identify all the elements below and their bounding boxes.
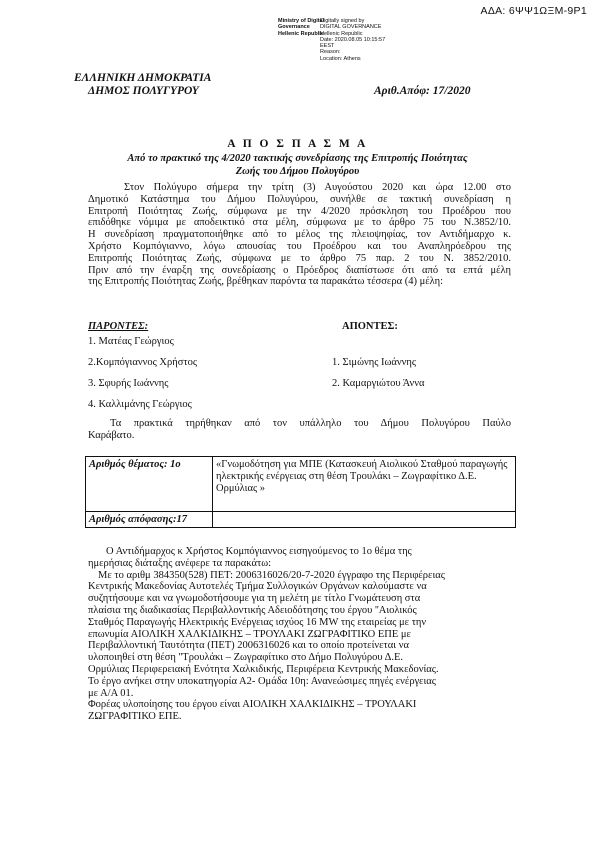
decision-text: [213, 512, 516, 528]
discussion-line: με Α/Α 01.: [88, 687, 134, 699]
intro-line: επιδόθηκε νόμιμα με αποδεικτικό στα μέλη, σύμφωνα με το άρθρο 75 του Ν.3852/10.: [88, 217, 511, 229]
absent-member: 2. Καμαργιώτου Άννα: [332, 378, 425, 389]
decision-number: Αριθ.Απόφ: 17/2020: [374, 85, 471, 97]
discussion-line: Το έργο ανήκει στην υποκατηγορία Α2- Ομάδα 10η: Ανανεώσιμες πηγές ενέργειας: [88, 675, 436, 687]
present-member: 1. Ματέας Γεώργιος: [88, 336, 174, 347]
signature-line: Digitally signed by: [320, 18, 365, 24]
discussion-line: πλαίσια της διαδικασίας Περιβαλλοντικής Αδειοδότησης του έργου ''Αιολικός: [88, 604, 417, 616]
absent-member: 1. Σιμώνης Ιωάννης: [332, 357, 417, 368]
intro-line: Επιτροπής Ποιότητας Ζωής, σύμφωνα με το άρθρο 75 παρ. 2 του Ν. 3852/2010.: [88, 252, 511, 264]
discussion-line: επωνυμία ΑΙΟΛΙΚΗ ΧΑΛΚΙΔΙΚΗΣ – ΤΡΟΥΛΑΚΙ ΖΩΓΡΑΦΙΤΙΚΟ ΕΠΕ με: [88, 628, 411, 640]
signature-line: Hellenic Republic: [320, 30, 363, 37]
discussion-line: Ο Αντιδήμαρχος κ Χρήστος Κομπόγιαννος εισηγούμενος το 1ο θέμα της: [106, 546, 412, 557]
issuer-line: Ministry of Digital: [278, 18, 325, 24]
decision-row: [86, 512, 516, 528]
topic-text: «Γνωμοδότηση για ΜΠΕ (Κατασκευή Αιολικού Σταθμού παραγωγής ηλεκτρικής ενέργειας στη θέση Τρουλάκι – Ζωγραφίτικο Δ.Ε. Ορμύλιας »: [213, 457, 516, 512]
issuer-line: Governance: [278, 24, 310, 31]
signature-line: EEST: [320, 43, 335, 50]
discussion-line: υλοποιηθεί στη θέση ''Τρουλάκι – Ζωγραφίτικο στο Δήμο Πολυγύρου Δ.Ε.: [88, 652, 404, 664]
signature-details: [320, 18, 385, 62]
document-subtitle: [70, 153, 525, 178]
header-org: ΕΛΛΗΝΙΚΗ ΔΗΜΟΚΡΑΤΙΑ: [74, 72, 212, 84]
topic-row: [86, 457, 516, 512]
signature-line: Location: Athens: [320, 55, 361, 62]
discussion-line: Φορέας υλοποίησης του έργου είναι ΑΙΟΛΙΚΗ ΧΑΛΚΙΔΙΚΗΣ – ΤΡΟΥΛΑΚΙ: [88, 699, 417, 711]
intro-line: Δημοτικό Κατάστημα του Δήμου Πολυγύρου, συνήλθε σε τακτική συνεδρίαση η: [88, 193, 511, 205]
discussion-line: Σταθμός Παραγωγής Ηλεκτρικής Ενέργειας ισχύος 16 MW της εταιρείας με την: [88, 616, 427, 628]
discussion-text: [88, 546, 508, 723]
topic-table: [85, 456, 516, 528]
absent-heading: ΑΠΟΝΤΕΣ:: [342, 321, 398, 332]
document-title: Α Π Ο Σ Π Α Σ Μ Α: [227, 138, 368, 150]
present-member: 2.Κομπόγιαννος Χρήστος: [88, 357, 197, 368]
header-municipality: ΔΗΜΟΣ ΠΟΛΥΓΥΡΟΥ: [88, 85, 199, 97]
discussion-line: Με το αριθμ 384350(528) ΠΕΤ: 2006316026/20-7-2020 έγγραφο της Περιφέρειας: [98, 569, 445, 581]
discussion-line: Περιβαλλοντική Ταυτότητα (ΠΕΤ) 2006316026 και το οποίο προτείνεται να: [88, 640, 409, 652]
decision-label: Αριθμός απόφασης:17: [86, 512, 213, 528]
signature-line: Reason:: [320, 49, 341, 56]
topic-label: Αριθμός θέματος: 1ο: [86, 457, 213, 512]
present-heading: ΠΑΡΟΝΤΕΣ:: [88, 321, 149, 332]
ada-code: ΑΔΑ: 6ΨΨ1ΩΞΜ-9Ρ1: [480, 5, 587, 17]
subtitle-line: Ζωής του Δήμου Πολυγύρου: [235, 165, 360, 177]
signature-line: Date: 2020.08.05 10:15:57: [320, 36, 386, 43]
intro-line: Πριν από την έναρξη της συνεδρίασης ο Πρόεδρος διαπίστωσε ότι από τα επτά μέλη: [88, 264, 511, 276]
intro-line: Στον Πολύγυρο σήμερα την τρίτη (3) Αυγούστου 2020 και ώρα 12.00 στο: [124, 182, 511, 193]
discussion-line: Ορμύλιας Περιφερειακή Ενότητα Χαλκιδικής, Περιφέρεια Κεντρικής Μακεδονίας.: [88, 663, 439, 675]
discussion-line: Κεντρικής Μακεδονίας Αυτοτελές Τμήμα Συλλογικών Οργάνων καλούμαστε να: [88, 581, 427, 593]
minutes-line: Τα πρακτικά τηρήθηκαν από τον υπάλληλο του Δήμου Πολυγύρου Παύλο: [110, 418, 511, 429]
intro-line: της Επιτροπής Ποιότητας Ζωής, βρέθηκαν παρόντα τα παρακάτω τέσσερα (4) μέλη:: [88, 276, 444, 288]
signature-issuer: [278, 18, 324, 37]
present-member: 3. Σφυρής Ιωάννης: [88, 378, 169, 389]
discussion-line: ημερήσιας διάταξης ανέφερε τα παρακάτω:: [88, 557, 272, 569]
issuer-line: Hellenic Republic: [278, 30, 324, 37]
discussion-line: ΖΩΓΡΑΦΙΤΙΚΟ ΕΠΕ.: [88, 711, 182, 723]
intro-line: Η συνεδρίαση πραγματοποιήθηκε από το μέλος της πλειοψηφίας, τον Αντιδήμαρχο κ.: [88, 229, 511, 241]
intro-paragraph: [88, 182, 511, 288]
intro-line: Χρήστο Κομπόγιαννο, λόγω απουσίας του Προέδρου και του Αναπληρόεδρου της: [88, 240, 511, 252]
intro-line: Επιτροπή Ποιότητας Ζωής, σύμφωνα με την 4/2020 πρόσκληση του Προέδρου που: [88, 205, 511, 217]
present-member: 4. Καλλιμάνης Γεώργιος: [88, 399, 192, 410]
minutes-line: Καράβατο.: [88, 429, 135, 441]
signature-line: DIGITAL GOVERNANCE: [320, 24, 382, 31]
minutes-keeper-paragraph: [88, 418, 511, 442]
discussion-line: συζητήσουμε και να γνωμοδοτήσουμε για τη μελέτη με τίτλο Γνωμάτευση στα: [88, 593, 421, 605]
subtitle-line: Από το πρακτικό της 4/2020 τακτικής συνεδρίασης της Επιτροπής Ποιότητας: [127, 153, 468, 164]
